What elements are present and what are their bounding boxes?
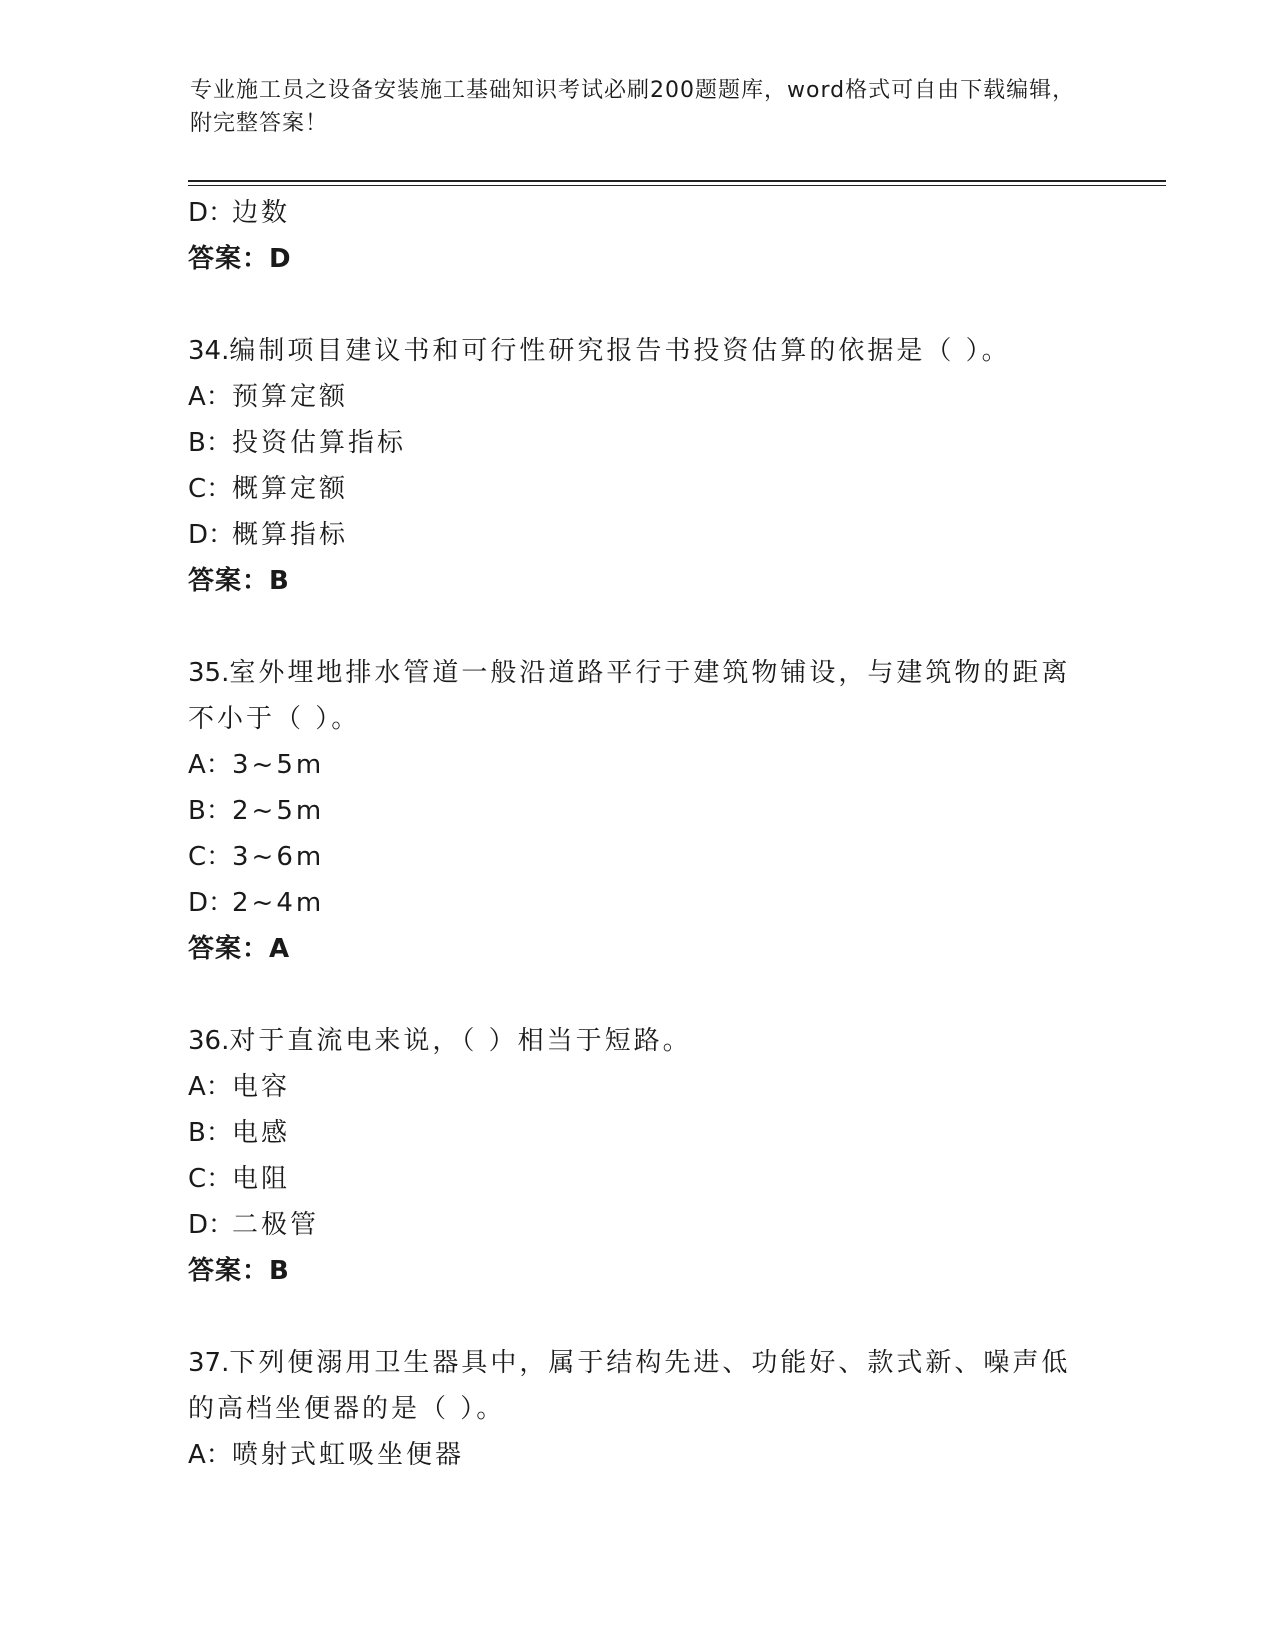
option-key: B： bbox=[188, 1118, 232, 1148]
spacer bbox=[188, 1294, 1088, 1340]
answer: 答案：B bbox=[188, 1256, 290, 1286]
option-text: 电容 bbox=[232, 1072, 291, 1102]
option-key: B： bbox=[188, 428, 232, 458]
answer: 答案：A bbox=[188, 934, 291, 964]
option-key: C： bbox=[188, 1164, 233, 1194]
option-d bbox=[188, 1202, 1088, 1248]
option-c bbox=[188, 1156, 1088, 1202]
question-number: 35. bbox=[188, 658, 230, 688]
option-c bbox=[188, 834, 1088, 880]
question-number: 34. bbox=[188, 336, 230, 366]
spacer bbox=[188, 282, 1088, 328]
option-text: 概算定额 bbox=[232, 474, 349, 504]
option-c bbox=[188, 466, 1088, 512]
header-divider-thick bbox=[188, 180, 1166, 182]
option-text: 电阻 bbox=[232, 1164, 291, 1194]
option-text: 预算定额 bbox=[232, 382, 349, 412]
option-key: A： bbox=[188, 1440, 232, 1470]
option-key: D： bbox=[188, 520, 235, 550]
option-key: B： bbox=[188, 796, 232, 826]
option-a bbox=[188, 742, 1088, 788]
option-text: 2~4m bbox=[232, 888, 325, 918]
option-key: C： bbox=[188, 474, 233, 504]
question-body: 编制项目建议书和可行性研究报告书投资估算的依据是（ ）。 bbox=[229, 336, 1011, 366]
answer: 答案：D bbox=[188, 244, 292, 274]
option-text: 喷射式虹吸坐便器 bbox=[232, 1440, 465, 1470]
answer: 答案：B bbox=[188, 566, 290, 596]
option-text: 概算指标 bbox=[232, 520, 349, 550]
question-number: 37. bbox=[188, 1348, 230, 1378]
header-title: 专业施工员之设备安装施工基础知识考试必刷200题题库，word格式可自由下载编辑，附完整答案！ bbox=[190, 78, 1076, 136]
option-key: A： bbox=[188, 750, 232, 780]
question-block bbox=[188, 328, 1088, 604]
question-text bbox=[188, 1018, 1088, 1064]
option-b bbox=[188, 1110, 1088, 1156]
option-key: D： bbox=[188, 198, 235, 228]
option-text: 电感 bbox=[232, 1118, 291, 1148]
document-header bbox=[190, 74, 1090, 140]
option-key: A： bbox=[188, 382, 232, 412]
question-block bbox=[188, 650, 1088, 972]
question-text bbox=[188, 650, 1088, 742]
option-key: A： bbox=[188, 1072, 232, 1102]
header-divider-thin bbox=[188, 185, 1166, 186]
question-body: 对于直流电来说，（ ）相当于短路。 bbox=[229, 1026, 692, 1056]
option-text: 边数 bbox=[232, 198, 291, 228]
question-body: 室外埋地排水管道一般沿道路平行于建筑物铺设，与建筑物的距离不小于（ ）。 bbox=[188, 658, 1071, 734]
option-a bbox=[188, 1064, 1088, 1110]
option-a bbox=[188, 1432, 1088, 1478]
question-text bbox=[188, 328, 1088, 374]
option-d bbox=[188, 512, 1088, 558]
spacer bbox=[188, 604, 1088, 650]
option-d bbox=[188, 880, 1088, 926]
option-key: C： bbox=[188, 842, 233, 872]
option-a bbox=[188, 374, 1088, 420]
option-text: 投资估算指标 bbox=[232, 428, 407, 458]
option-text: 二极管 bbox=[232, 1210, 320, 1240]
question-text bbox=[188, 1340, 1088, 1432]
option-text: 3~6m bbox=[232, 842, 325, 872]
option-b bbox=[188, 788, 1088, 834]
question-body: 下列便溺用卫生器具中，属于结构先进、功能好、款式新、噪声低的高档坐便器的是（ ）。 bbox=[188, 1348, 1071, 1424]
option-d bbox=[188, 190, 1088, 236]
option-text: 2~5m bbox=[232, 796, 325, 826]
option-b bbox=[188, 420, 1088, 466]
question-block bbox=[188, 1018, 1088, 1294]
question-list bbox=[188, 190, 1088, 1478]
option-text: 3~5m bbox=[232, 750, 325, 780]
question-number: 36. bbox=[188, 1026, 230, 1056]
question-block bbox=[188, 1340, 1088, 1478]
option-key: D： bbox=[188, 1210, 235, 1240]
option-key: D： bbox=[188, 888, 235, 918]
spacer bbox=[188, 972, 1088, 1018]
